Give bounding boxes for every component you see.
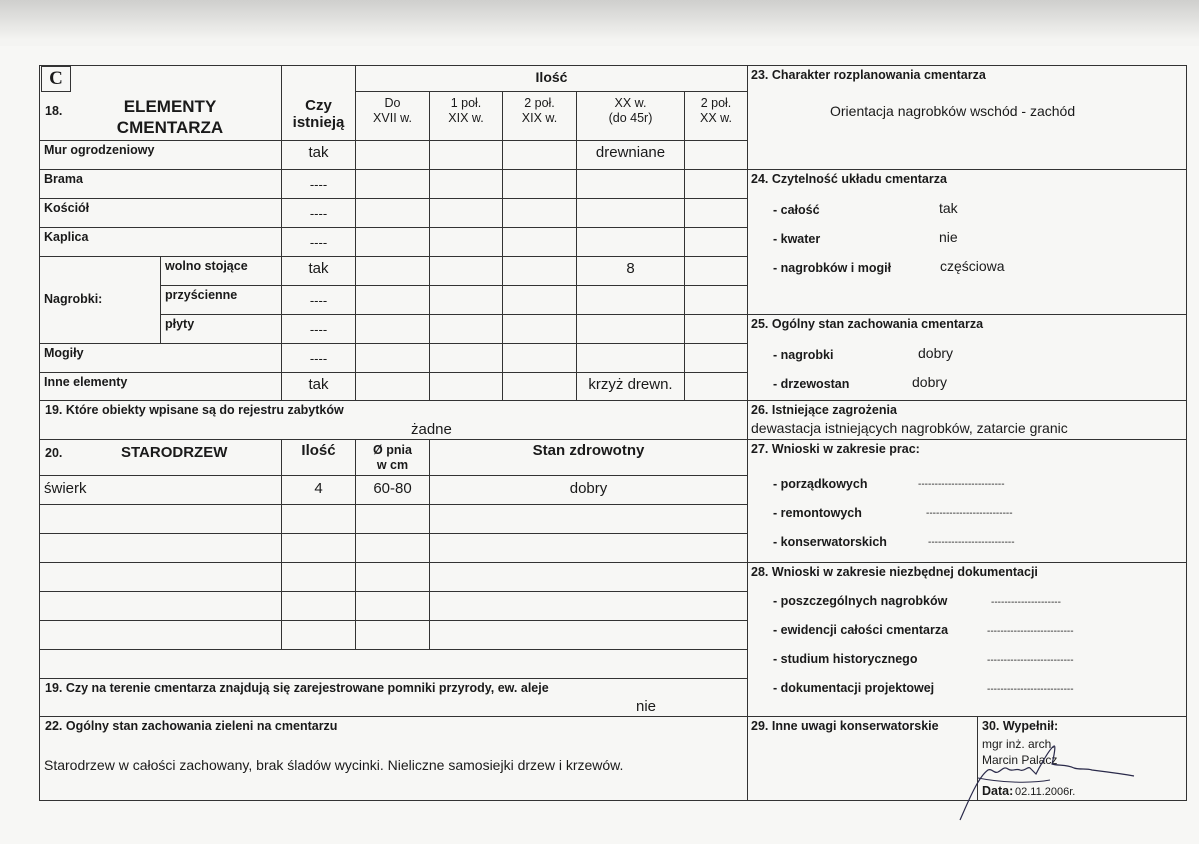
row-exists-value: ----: [309, 206, 328, 221]
section-19-registry-value: żadne: [411, 421, 452, 438]
row-period-value: krzyż drewn.: [588, 376, 673, 393]
row-exists-value: ----: [309, 293, 328, 308]
legibility-item-label: - całość: [773, 203, 820, 217]
stan-zdrowotny-header: Stan zdrowotny: [532, 442, 645, 459]
starodrzew-ilosc-header: Ilość: [301, 442, 336, 459]
period-header-line2: XVII w.: [373, 111, 412, 125]
works-item-label: - remontowych: [773, 506, 862, 520]
legibility-item-label: - nagrobków i mogił: [773, 261, 892, 275]
section-24-label: 24. Czytelność układu cmentarza: [751, 172, 947, 186]
row-label: Inne elementy: [44, 375, 128, 389]
section-letter: C: [41, 66, 71, 92]
section-23-label: 23. Charakter rozplanowania cmentarza: [751, 68, 986, 82]
documentation-item-value: --------------------------: [987, 684, 1074, 695]
pnia-header-line2: w cm: [376, 458, 409, 472]
filled-by-name: Marcin Palacz: [982, 753, 1058, 767]
row-exists-value: ----: [309, 351, 328, 366]
period-header-line1: 2 poł.: [700, 96, 732, 110]
legibility-item-value: tak: [939, 200, 958, 216]
documentation-item-label: - studium historycznego: [773, 652, 918, 666]
period-header-line2: (do 45r): [608, 111, 653, 125]
pnia-header-line1: Ø pnia: [373, 443, 412, 457]
period-header-line2: XIX w.: [448, 111, 484, 125]
section-20-number: 20.: [45, 446, 63, 460]
row-exists-value: tak: [308, 376, 329, 393]
row-exists-value: tak: [308, 260, 329, 277]
section-22-label: 22. Ogólny stan zachowania zieleni na cmentarzu: [45, 719, 338, 733]
row-exists-value: tak: [308, 144, 329, 161]
works-item-value: --------------------------: [928, 537, 1015, 548]
section-30-label: 30. Wypełnił:: [982, 719, 1059, 733]
period-header-line1: 2 poł.: [524, 96, 555, 110]
works-item-value: --------------------------: [926, 508, 1013, 519]
condition-item-label: - drzewostan: [773, 377, 850, 391]
section-26-value: dewastacja istniejących nagrobków, zatarcie granic: [751, 420, 1068, 436]
section-18-title-line1: ELEMENTY: [123, 97, 217, 116]
czy-istnieja-header-line2: istnieją: [292, 114, 345, 131]
section-29-label: 29. Inne uwagi konserwatorskie: [751, 719, 939, 733]
row-label: Kościół: [44, 201, 90, 215]
documentation-item-label: - poszczególnych nagrobków: [773, 594, 948, 608]
works-item-label: - konserwatorskich: [773, 535, 887, 549]
row-exists-value: ----: [309, 177, 328, 192]
tree-species: świerk: [44, 480, 87, 497]
section-19-nature-label: 19. Czy na terenie cmentarza znajdują się zarejestrowane pomniki przyrody, ew. aleje: [45, 681, 549, 695]
row-period-value: 8: [626, 260, 635, 277]
documentation-item-value: ---------------------: [991, 597, 1061, 608]
row-label: Kaplica: [44, 230, 89, 244]
row-label: Mogiły: [44, 346, 84, 360]
documentation-item-label: - dokumentacji projektowej: [773, 681, 935, 695]
period-header-line2: XIX w.: [521, 111, 558, 125]
tree-count: 4: [314, 480, 323, 497]
czy-istnieja-header-line1: Czy: [305, 97, 332, 114]
period-header-line2: XX w.: [700, 111, 732, 125]
section-23-value: Orientacja nagrobków wschód - zachód: [830, 103, 1076, 119]
period-header-line1: 1 poł.: [450, 96, 482, 110]
section-20-title: STARODRZEW: [121, 444, 228, 461]
row-period-value: drewniane: [595, 144, 666, 161]
section-18-number: 18.: [45, 104, 63, 118]
row-exists-value: ----: [309, 322, 328, 337]
condition-item-value: dobry: [912, 374, 948, 390]
section-22-value: Starodrzew w całości zachowany, brak śladów wycinki. Nieliczne samosiejki drzew i krzewów.: [44, 757, 624, 773]
section-18-title-line2: CMENTARZA: [116, 118, 224, 137]
condition-item-value: dobry: [918, 345, 954, 361]
filled-by-title: mgr inż. arch.: [982, 737, 1055, 751]
row-label: wolno stojące: [165, 259, 248, 273]
section-19-registry-label: 19. Które obiekty wpisane są do rejestru zabytków: [45, 403, 344, 417]
section-25-label: 25. Ogólny stan zachowania cmentarza: [751, 317, 984, 331]
row-label: Mur ogrodzeniowy: [44, 143, 155, 157]
legibility-item-value: nie: [939, 229, 958, 245]
section-19-nature-value: nie: [636, 698, 657, 715]
documentation-item-label: - ewidencji całości cmentarza: [773, 623, 949, 637]
date-value: 02.11.2006r.: [1015, 786, 1076, 798]
works-item-value: --------------------------: [918, 479, 1005, 490]
nagrobki-label: Nagrobki:: [44, 292, 103, 306]
ilosc-header: Ilość: [535, 69, 568, 85]
condition-item-label: - nagrobki: [773, 348, 834, 362]
works-item-label: - porządkowych: [773, 477, 868, 491]
legibility-item-value: częściowa: [940, 258, 1005, 274]
row-exists-value: ----: [309, 235, 328, 250]
row-label: płyty: [165, 317, 195, 331]
tree-health: dobry: [569, 480, 608, 497]
tree-diameter: 60-80: [373, 480, 412, 497]
handwritten-signature: [958, 742, 1138, 822]
section-28-label: 28. Wnioski w zakresie niezbędnej dokumentacji: [751, 565, 1038, 579]
section-26-label: 26. Istniejące zagrożenia: [751, 403, 897, 417]
row-label: Brama: [44, 172, 83, 186]
period-header-line1: Do: [384, 96, 401, 110]
row-label: przyścienne: [165, 288, 238, 302]
documentation-item-value: --------------------------: [987, 655, 1074, 666]
date-label: Data:: [982, 784, 1014, 798]
period-header-line1: XX w.: [614, 96, 647, 110]
legibility-item-label: - kwater: [773, 232, 821, 246]
documentation-item-value: --------------------------: [987, 626, 1074, 637]
section-27-label: 27. Wnioski w zakresie prac:: [751, 442, 920, 456]
